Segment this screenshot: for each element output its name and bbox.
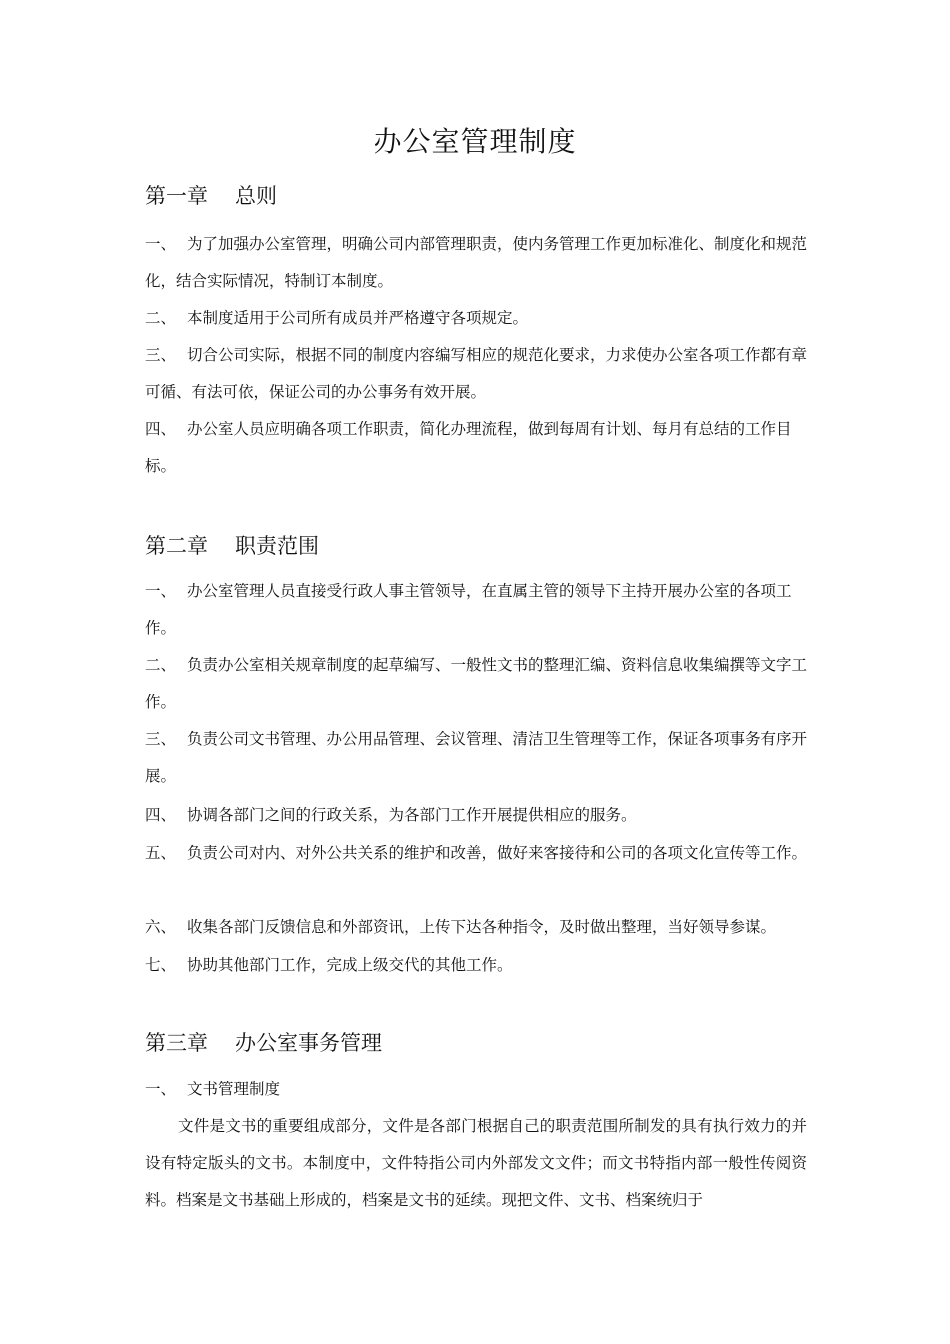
- item-text: 负责公司文书管理、办公用品管理、会议管理、清洁卫生管理等工作，保证各项事务有序开展。: [145, 730, 808, 785]
- item-marker: 四、: [145, 420, 177, 438]
- item-text: 协调各部门之间的行政关系，为各部门工作开展提供相应的服务。: [187, 806, 637, 824]
- chapter-name: 总则: [235, 184, 277, 208]
- chapter-2-heading: [145, 530, 319, 560]
- body-paragraph: 文件是文书的重要组成部分，文件是各部门根据自己的职责范围所制发的具有执行效力的并设有特定版头的文书。本制度中，文件特指公司内外部发文文件；而文书特指内部一般性传阅资料。档案是文书基础上形成的，档案是文书的延续。现把文件、文书、档案统归于: [145, 1117, 807, 1209]
- item-marker: 二、: [145, 309, 177, 327]
- chapter-name: 职责范围: [235, 534, 319, 558]
- list-item: [145, 573, 807, 647]
- list-item: [145, 947, 807, 984]
- item-text: 为了加强办公室管理，明确公司内部管理职责，使内务管理工作更加标准化、制度化和规范化，结合实际情况，特制订本制度。: [145, 235, 808, 290]
- list-item: [145, 797, 807, 834]
- item-text: 切合公司实际，根据不同的制度内容编写相应的规范化要求，力求使办公室各项工作都有章可循、有法可依，保证公司的办公事务有效开展。: [145, 346, 808, 401]
- item-marker: 一、: [145, 582, 177, 600]
- item-marker: 三、: [145, 346, 177, 364]
- chapter-1-heading: [145, 180, 277, 210]
- list-item: [145, 411, 807, 485]
- list-item: [145, 835, 807, 872]
- chapter-number: 第二章: [145, 534, 208, 558]
- item-marker: 一、: [145, 235, 177, 253]
- item-text: 负责办公室相关规章制度的起草编写、一般性文书的整理汇编、资料信息收集编撰等文字工作。: [145, 656, 808, 711]
- item-text: 文书管理制度: [187, 1080, 281, 1098]
- item-marker: 五、: [145, 844, 177, 862]
- item-marker: 一、: [145, 1080, 177, 1098]
- list-item: [145, 300, 807, 337]
- list-item: [145, 1071, 807, 1108]
- item-text: 协助其他部门工作，完成上级交代的其他工作。: [187, 956, 513, 974]
- list-item: [145, 337, 807, 411]
- item-marker: 七、: [145, 956, 177, 974]
- item-text: 办公室人员应明确各项工作职责，简化办理流程，做到每周有计划、每月有总结的工作目标。: [145, 420, 792, 475]
- item-marker: 二、: [145, 656, 177, 674]
- list-item: [145, 226, 807, 300]
- list-item: [145, 909, 807, 946]
- list-item: [145, 647, 807, 721]
- item-marker: 六、: [145, 918, 177, 936]
- list-item: [145, 721, 807, 795]
- item-text: 负责公司对内、对外公共关系的维护和改善，做好来客接待和公司的各项文化宣传等工作。: [187, 844, 808, 862]
- item-marker: 三、: [145, 730, 177, 748]
- chapter-3-heading: [145, 1027, 382, 1057]
- chapter-number: 第三章: [145, 1031, 208, 1055]
- item-marker: 四、: [145, 806, 177, 824]
- item-text: 本制度适用于公司所有成员并严格遵守各项规定。: [187, 309, 529, 327]
- item-text: 收集各部门反馈信息和外部资讯，上传下达各种指令，及时做出整理，当好领导参谋。: [187, 918, 777, 936]
- document-title: 办公室管理制度: [373, 125, 577, 158]
- chapter-name: 办公室事务管理: [235, 1031, 382, 1055]
- item-text: 办公室管理人员直接受行政人事主管领导，在直属主管的领导下主持开展办公室的各项工作。: [145, 582, 792, 637]
- chapter-number: 第一章: [145, 184, 208, 208]
